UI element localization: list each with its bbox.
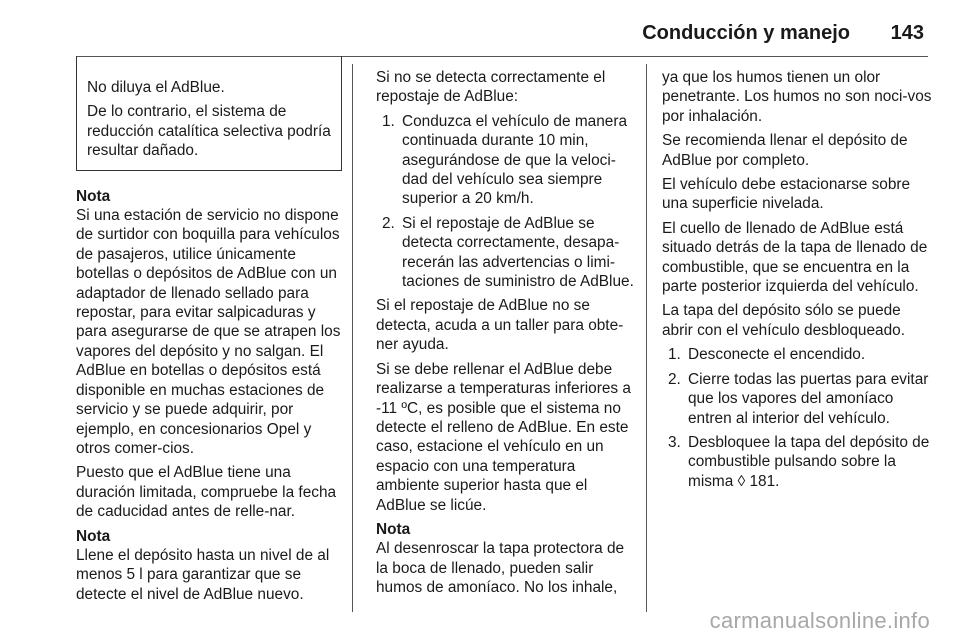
step-text: Conduzca el vehículo de manera continuada durante 10 min, asegurándose de que la veloci-dad del vehículo sea siempre superior a 20 km/h. xyxy=(402,112,628,208)
page-number: 143 xyxy=(890,22,924,44)
warning-line-2: De lo contrario, el sistema de reducción catalítica selectiva podría resultar dañado. xyxy=(87,103,331,160)
list-item xyxy=(662,345,934,364)
step-number: 1. xyxy=(382,112,395,130)
note-text: Llene el depósito hasta un nivel de al menos 5 l para garantizar que se detecte el nivel de AdBlue nuevo. xyxy=(76,546,330,603)
paragraph-expiry: Puesto que el AdBlue tiene una duración limitada, compruebe la fecha de caducidad antes de relle-nar. xyxy=(76,464,337,521)
note-label: Nota xyxy=(76,187,111,205)
step-number: 2. xyxy=(382,214,395,232)
step-number: 1. xyxy=(668,346,681,364)
step-number: 2. xyxy=(668,370,681,388)
column-divider-1 xyxy=(352,64,353,612)
section-title: Conducción y manejo xyxy=(642,22,850,44)
step-text: Cierre todas las puertas para evitar que los vapores del amoníaco entren al interior del vehículo. xyxy=(688,370,929,427)
note-text: Si una estación de servicio no dispone de surtidor con boquilla para vehículos de pasajeros, utilice únicamente botellas o depósitos de AdBlue con un adaptador de llenado sellado para repostar, para evitar salpicaduras y para asegurarse de que se atrapen los vapores del depósito y no salgan. El AdBlue en botellas o depósitos está disponible en muchas estaciones de servicio y se puede adquirir, por ejemplo, en concesionarios Opel y otros comer-cios. xyxy=(76,207,341,457)
list-item xyxy=(376,214,634,292)
paragraph-workshop: Si el repostaje de AdBlue no se detecta, acuda a un taller para obte-ner ayuda. xyxy=(376,297,624,354)
paragraph-recommend: Se recomienda llenar el depósito de AdBlue por completo. xyxy=(662,132,908,169)
warning-line-1: No diluya el AdBlue. xyxy=(87,79,225,96)
column-divider-2 xyxy=(646,64,647,612)
note-label: Nota xyxy=(376,520,411,538)
paragraph-continued: ya que los humos tienen un olor penetrante. Los humos no son noci-vos por inhalación. xyxy=(662,69,932,125)
column-left xyxy=(76,56,342,609)
step-number: 3. xyxy=(668,433,681,451)
paragraph-intro: Si no se detecta correctamente el repostaje de AdBlue: xyxy=(376,69,606,106)
column-middle xyxy=(376,68,634,603)
list-item xyxy=(376,112,634,209)
column-right xyxy=(662,68,934,496)
watermark: carmanualsonline.info xyxy=(709,608,930,633)
paragraph-cap: La tapa del depósito sólo se puede abrir con el vehículo desbloqueado. xyxy=(662,302,905,339)
paragraph-level: El vehículo debe estacionarse sobre una superficie nivelada. xyxy=(662,176,911,213)
step-text: Desconecte el encendido. xyxy=(688,346,866,364)
note-label: Nota xyxy=(76,527,111,545)
note-text: Al desenroscar la tapa protectora de la boca de llenado, pueden salir humos de amoníaco. No los inhale, xyxy=(376,540,625,597)
list-item xyxy=(662,370,934,428)
steps-list-1 xyxy=(376,112,634,292)
steps-list-2 xyxy=(662,345,934,491)
step-text: Desbloquee la tapa del depósito de combustible pulsando sobre la misma ◊ 181. xyxy=(688,433,930,490)
paragraph-temperature: Si se debe rellenar el AdBlue debe realizarse a temperaturas inferiores a -11 ºC, es posible que el sistema no detecte el relleno de AdBlue. En este caso, estacione el vehículo en un espacio con una temperatura ambiente superior hasta que el AdBlue se licúe. xyxy=(376,360,631,514)
paragraph-filler-neck: El cuello de llenado de AdBlue está situado detrás de la tapa de llenado de combustible, que se encuentra en la parte posterior izquierda del vehículo. xyxy=(662,219,928,296)
list-item xyxy=(662,433,934,491)
step-text: Si el repostaje de AdBlue se detecta correctamente, desapa-recerán las advertencias o limi-taciones de suministro de AdBlue. xyxy=(402,214,634,291)
warning-box xyxy=(76,56,342,171)
